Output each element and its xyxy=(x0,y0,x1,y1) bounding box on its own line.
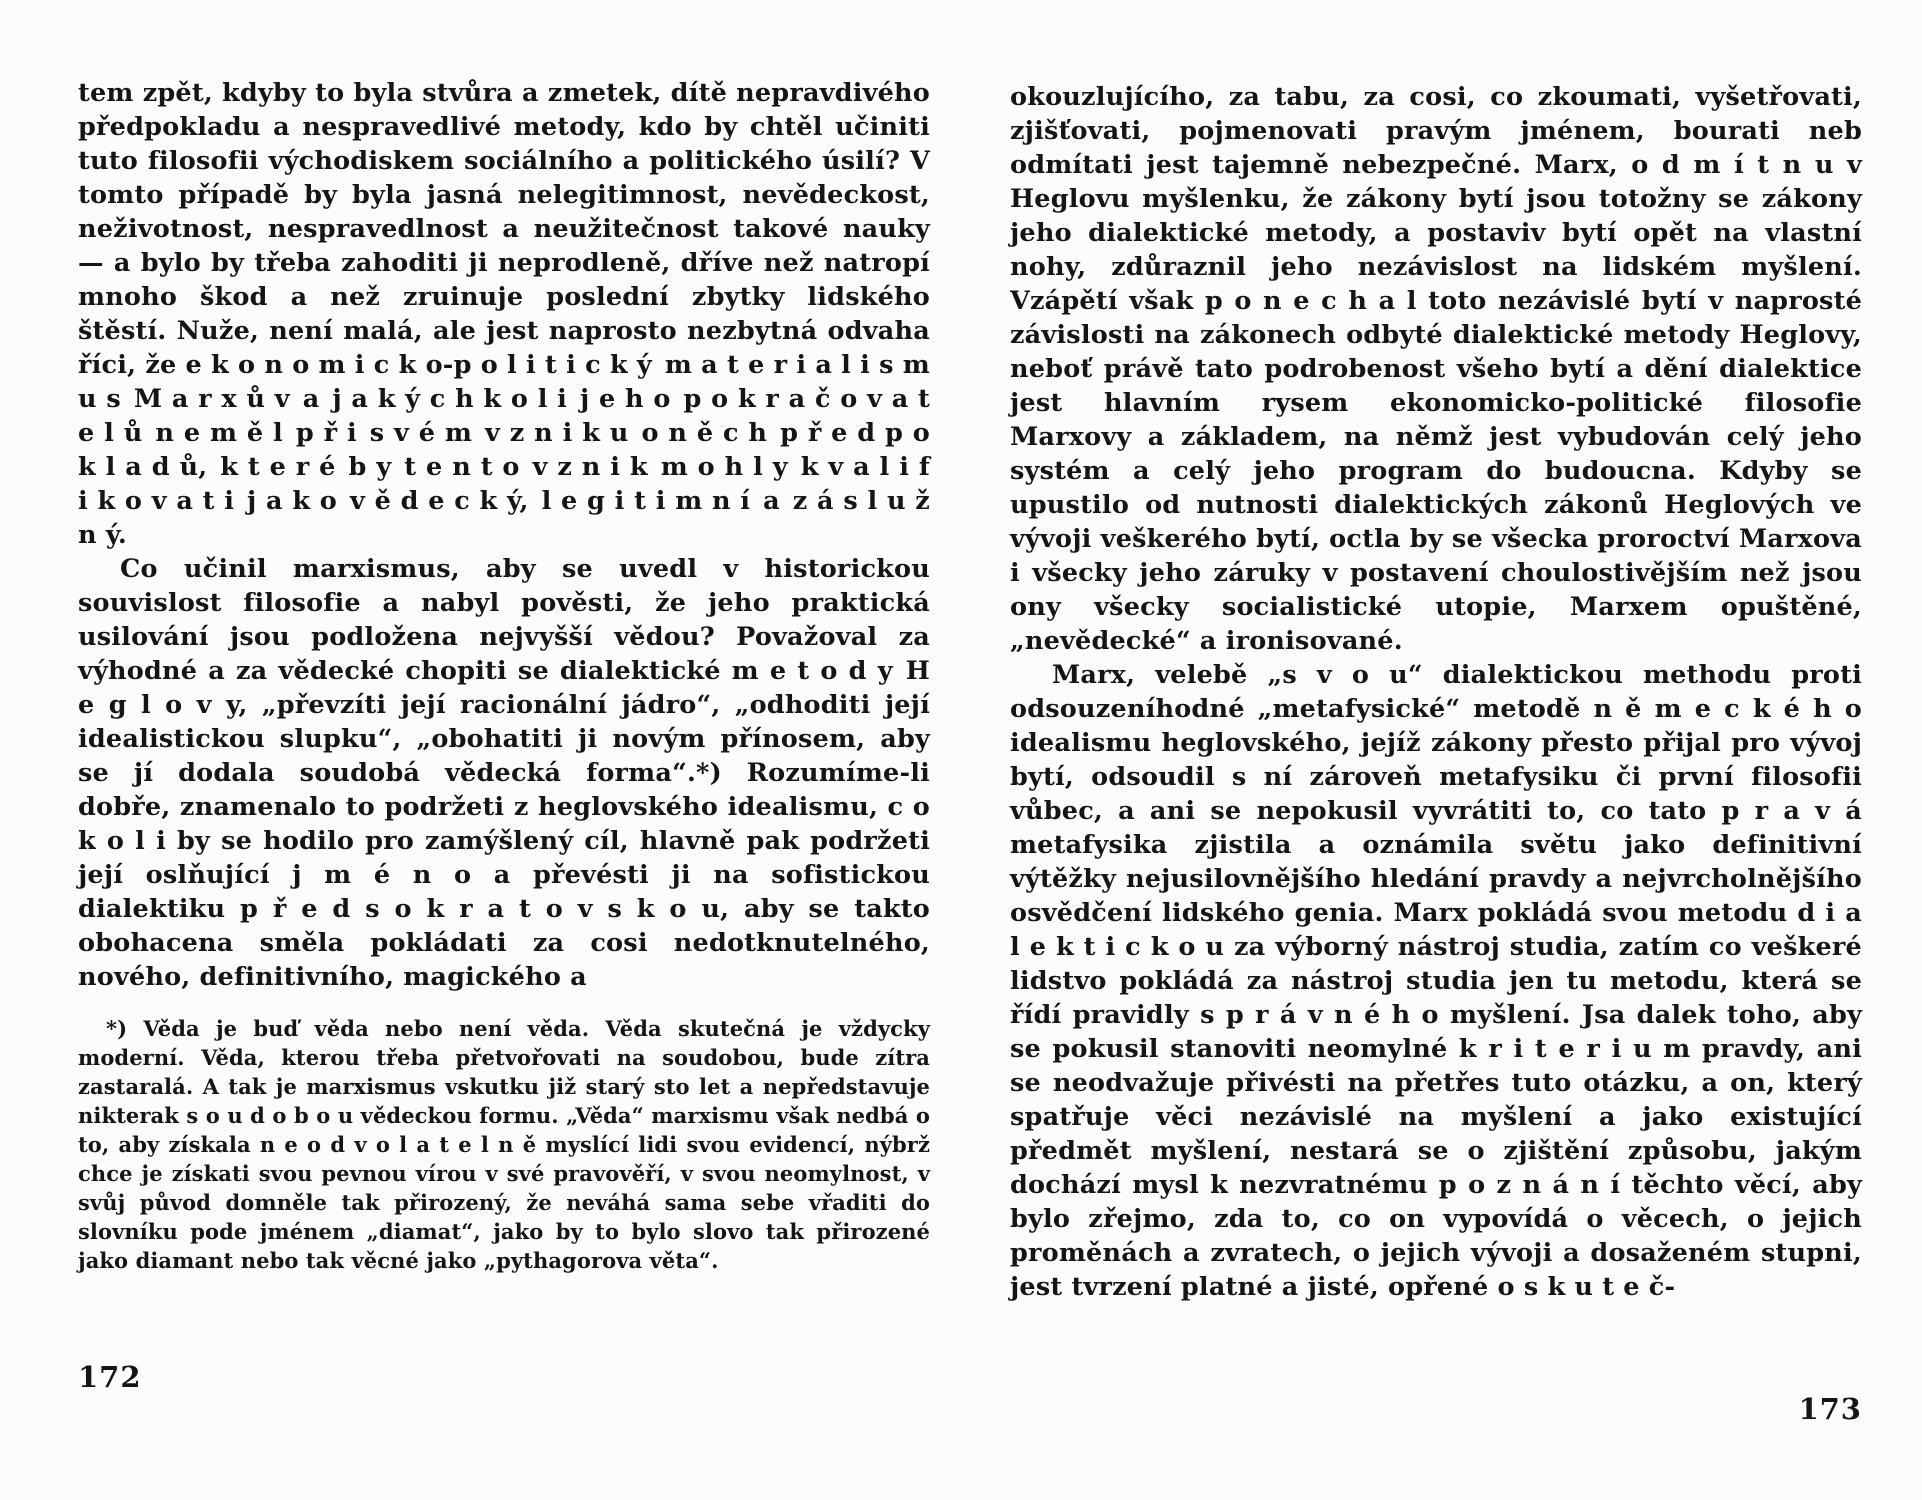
page-right xyxy=(1010,80,1862,1304)
left-paragraph-continued: tem zpět, kdyby to byla stvůra a zmetek, dítě nepravdivého předpokladu a nespravedlivé metody, kdo by chtěl učiniti tuto filosofii východiskem sociálního a politického úsilí? V tomto případě by byla jasná nelegitimnost, nevědeckost, neživotnost, nespravedlnost a neužitečnost takové nauky — a bylo by třeba zahoditi ji neprodleně, dříve než natropí mnoho škod a než zruinuje poslední zbytky lidského štěstí. Nuže, není malá, ale jest naprosto nezbytná odvaha říci, že e k o n o m i c k o-p o l i t i c k ý m a t e r i a l i s m u s M a r x ů v a j a k ý c h k o l i j e h o p o k r a č o v a t e l ů n e m ě l p ř i s v é m v z n i k u o n ě c h p ř e d p o k l a d ů, k t e r é b y t e n t o v z n i k m o h l y k v a l i f i k o v a t i j a k o v ě d e c k ý, l e g i t i m n í a z á s l u ž n ý. xyxy=(78,78,930,550)
left-paragraph: Co učinil marxismus, aby se uvedl v historickou souvislost filosofie a nabyl pověsti, že jeho praktická usilování jsou podložena nejvyšší vědou? Považoval za výhodné a za vědecké chopiti se dialektické m e t o d y H e g l o v y, „převzíti její racionální jádro“, „odhoditi její idealistickou slupku“, „obohatiti ji novým přínosem, aby se jí dodala soudobá vědecká forma“.*) Rozumíme-li dobře, znamenalo to podržeti z heglovského idealismu, c o k o l i by se hodilo pro zamýšlený cíl, hlavně pak podržeti její oslňující j m é n o a převésti ji na sofistickou dialektiku p ř e d s o k r a t o v s k o u, aby se takto obohacena směla pokládati za cosi nedotknutelného, nového, definitivního, magického a xyxy=(78,554,930,992)
page-number-left: 172 xyxy=(78,1360,142,1394)
right-paragraph-continued: okouzlujícího, za tabu, za cosi, co zkoumati, vyšetřovati, zjišťovati, pojmenovati pravým jménem, bourati neb odmítati jest tajemně nebezpečné. Marx, o d m í t n u v Heglovu myšlenku, že zákony bytí jsou totožny se zákony jeho dialektické metody, a postaviv bytí opět na vlastní nohy, zdůraznil jeho nezávislost na lidském myšlení. Vzápětí však p o n e c h a l toto nezávislé bytí v naprosté závislosti na zákonech odbyté dialektické metody Heglovy, neboť právě tato podrobenost všeho bytí a dění dialektice jest hlavním rysem ekonomicko-politické filosofie Marxovy a základem, na němž jest vybudován celý jeho systém a celý jeho program do budoucna. Kdyby se upustilo od nutnosti dialektických zákonů Heglových ve vývoji veškerého bytí, octla by se všecka proroctví Marxova i všecky jeho záruky v postavení choulostivějším než jsou ony všecky socialistické utopie, Marxem opuštěné, „nevědecké“ a ironisované. xyxy=(1010,82,1862,656)
footnote-text: *) Věda je buď věda nebo není věda. Věda skutečná je vždycky moderní. Věda, kterou třeba přetvořovati na soudobou, bude zítra zastaralá. A tak je marxismus vskutku již starý sto let a nepředstavuje nikterak s o u d o b o u vědeckou formu. „Věda“ marxismu však nedbá o to, aby získala n e o d v o l a t e l n ě myslící lidi svou evidencí, nýbrž chce je získati svou pevnou vírou v své pravověří, v svou neomylnost, v svůj původ domněle tak přirozený, že neváhá sama sebe vřaditi do slovníku pode jménem „diamat“, jako by to bylo slovo tak přirozené jako diamant nebo tak věcné jako „pythagorova věta“. xyxy=(78,1016,930,1273)
right-paragraph: Marx, velebě „s v o u“ dialektickou methodu proti odsouzeníhodné „metafysické“ metodě n ě m e c k é h o idealismu heglovského, jejíž zákony přesto přijal pro vývoj bytí, odsoudil s ní zároveň metafysiku či první filosofii vůbec, a ani se nepokusil vyvrátiti to, co tato p r a v á metafysika zjistila a oznámila světu jako definitivní výtěžky nejusilovnějšího hledání pravdy a nejvrcholnějšího osvědčení lidského genia. Marx pokládá svou metodu d i a l e k t i c k o u za výborný nástroj studia, zatím co veškeré lidstvo pokládá za nástroj studia jen tu metodu, která se řídí pravidly s p r á v n é h o myšlení. Jsa dalek toho, aby se pokusil stanoviti neomylné k r i t e r i u m pravdy, ani se neodvažuje přivésti na přetřes tuto otázku, a on, který spatřuje věci nezávislé na myšlení a jako existující předmět myšlení, nestará se o zjištění způsobu, jakým dochází mysl k nezvratnému p o z n á n í těchto věcí, aby bylo zřejmo, zda to, co on vypovídá o věcech, o jejich proměnách a zvratech, o jejich vývoji a dosaženém stupni, jest tvrzení platné a jisté, opřené o s k u t e č- xyxy=(1010,660,1862,1302)
page-left xyxy=(78,76,930,1275)
page-number-right: 173 xyxy=(1798,1392,1862,1426)
